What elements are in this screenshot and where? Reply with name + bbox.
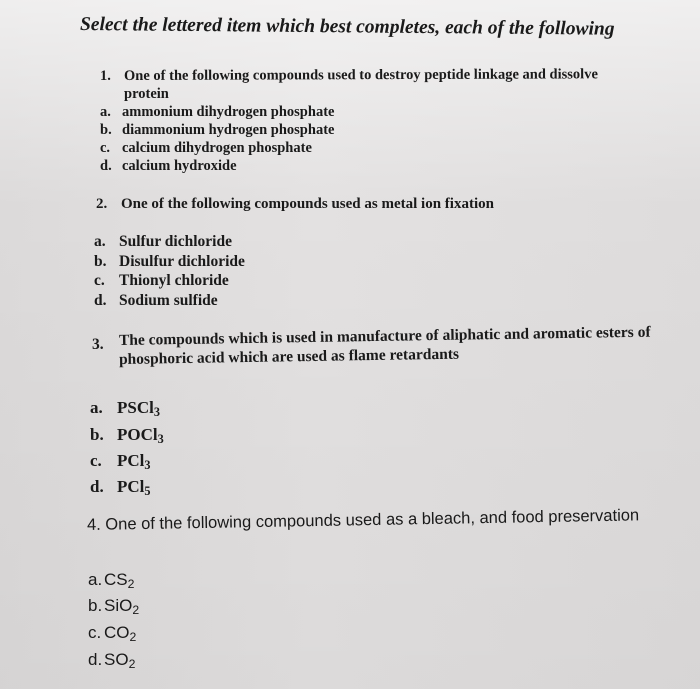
option-letter: b.: [100, 122, 112, 138]
option-text: PSCl$_3$: [117, 398, 160, 420]
option-text: Thionyl chloride: [119, 272, 229, 289]
option-letter: a.: [88, 570, 103, 589]
question-1-text-continued: protein: [124, 86, 169, 102]
option-letter: d.: [100, 158, 112, 174]
question-3-text-continued: phosphoric acid which are used as flame retardants: [118, 345, 460, 368]
question-3-number: 3.: [92, 336, 104, 353]
question-2-number: 2.: [96, 196, 108, 212]
option-letter: b.: [90, 425, 104, 444]
option-letter: b.: [94, 253, 107, 270]
option-text: Disulfur dichloride: [119, 253, 245, 270]
option-text: $SO_2$: [104, 650, 136, 672]
option-text: Sodium sulfide: [119, 292, 218, 309]
option-text: calcium dihydrogen phosphate: [122, 140, 312, 156]
question-4-number: 4.: [86, 515, 101, 534]
option-text: SiO$_2$: [104, 596, 140, 618]
instructions-heading: Select the lettered item which best completes, each of the following: [79, 14, 615, 40]
option-text: calcium hydroxide: [122, 158, 237, 174]
option-letter: c.: [88, 623, 102, 642]
option-text: POCl$_3$: [117, 425, 164, 447]
option-text: diammonium hydrogen phosphate: [122, 122, 335, 138]
question-2-text: One of the following compounds used as metal ion fixation: [121, 196, 494, 212]
option-letter: c.: [90, 451, 102, 470]
option-text: Sulfur dichloride: [119, 233, 232, 250]
option-text: PCl$_3$: [117, 451, 151, 473]
question-1-number: 1.: [100, 68, 111, 84]
option-letter: d.: [88, 650, 103, 669]
option-letter: b.: [88, 596, 103, 615]
option-letter: a.: [100, 104, 111, 120]
question-1-text: One of the following compounds used to destroy peptide linkage and dissolve: [123, 66, 598, 84]
option-letter: d.: [94, 292, 107, 309]
question-4-line: [87, 506, 639, 535]
option-letter: d.: [90, 477, 104, 496]
option-letter: a.: [94, 233, 106, 250]
option-letter: c.: [100, 140, 111, 156]
question-3-text: The compounds which is used in manufacture of aliphatic and aromatic esters of: [118, 323, 651, 349]
option-text: PCl$_5$: [117, 477, 151, 499]
option-text: $CO_2$: [104, 623, 137, 645]
option-text: $CS_2$: [104, 570, 135, 592]
option-text: ammonium dihydrogen phosphate: [122, 104, 335, 120]
option-letter: a.: [90, 398, 103, 417]
option-letter: c.: [94, 272, 105, 289]
question-4-text: One of the following compounds used as a bleach, and food preservation: [105, 506, 640, 534]
